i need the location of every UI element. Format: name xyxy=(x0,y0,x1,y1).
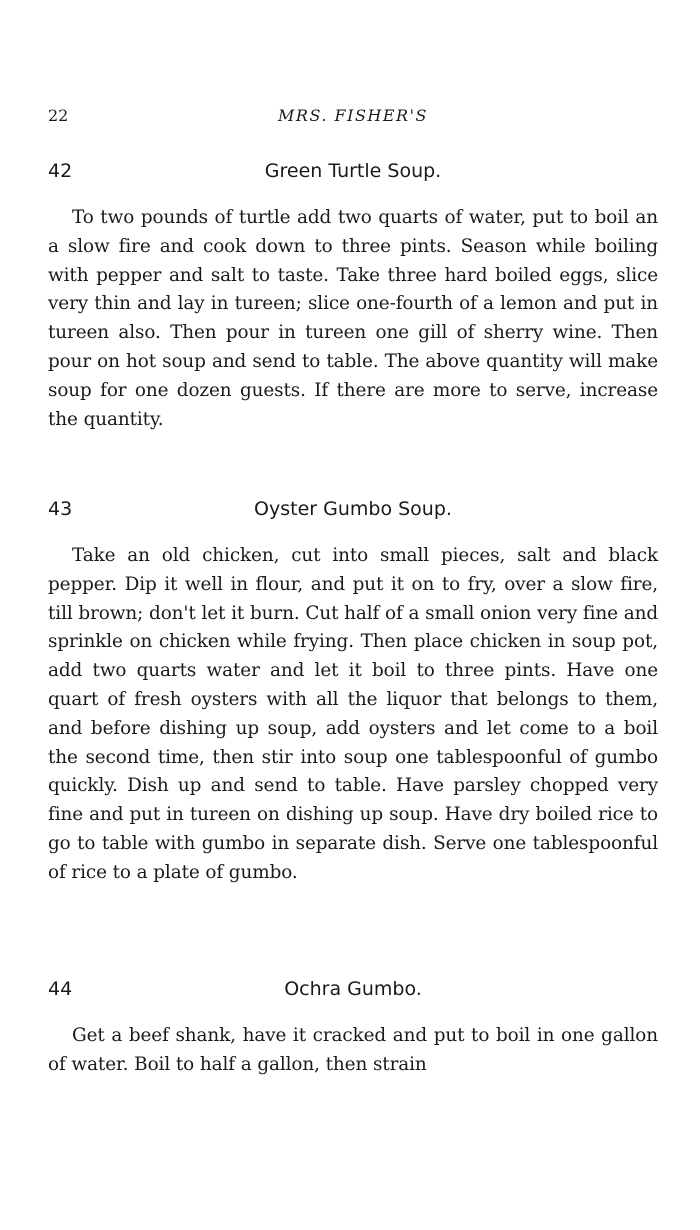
recipe-number: 44 xyxy=(48,978,73,1000)
recipe-title: Oyster Gumbo Soup. xyxy=(254,498,452,520)
recipe-number: 43 xyxy=(48,498,73,520)
recipe-43 xyxy=(48,498,658,888)
recipe-heading xyxy=(48,160,658,190)
running-title: MRS. FISHER'S xyxy=(278,106,428,125)
running-head xyxy=(48,106,658,130)
page-number: 22 xyxy=(48,106,69,125)
recipe-body: Take an old chicken, cut into small pieces, salt and black pepper. Dip it well in flour, and put it on to fry, over a slow fire, till brown; don't let it burn. Cut half of a small onion very fine and sprinkle on chicken while frying. Then place chicken in soup pot, add two quarts water and let it boil to three pints. Have one quart of fresh oysters with all the liquor that belongs to them, and before dishing up soup, add oysters and let come to a boil the second time, then stir into soup one tablespoonful of gumbo quickly. Dish up and send to table. Have parsley chopped very fine and put in tureen on dishing up soup. Have dry boiled rice to go to table with gumbo in separate dish. Serve one tablespoonful of rice to a plate of gumbo. xyxy=(48,545,658,883)
recipe-heading xyxy=(48,498,658,528)
recipe-42 xyxy=(48,160,658,434)
recipe-body: To two pounds of turtle add two quarts of water, put to boil an a slow fire and cook down to three pints. Season while boiling with pepper and salt to taste. Take three hard boiled eggs, slice very thin and lay in tureen; slice one-fourth of a lemon and put in tureen also. Then pour in tureen one gill of sherry wine. Then pour on hot soup and send to table. The above quantity will make soup for one dozen guests. If there are more to serve, increase the quantity. xyxy=(48,207,658,430)
recipe-body: Get a beef shank, have it cracked and put to boil in one gallon of water. Boil to half a gallon, then strain xyxy=(48,1025,658,1075)
recipe-title: Ochra Gumbo. xyxy=(284,978,422,1000)
recipe-number: 42 xyxy=(48,160,73,182)
recipe-title: Green Turtle Soup. xyxy=(264,160,442,182)
recipe-44 xyxy=(48,978,658,1080)
recipe-heading xyxy=(48,978,658,1008)
